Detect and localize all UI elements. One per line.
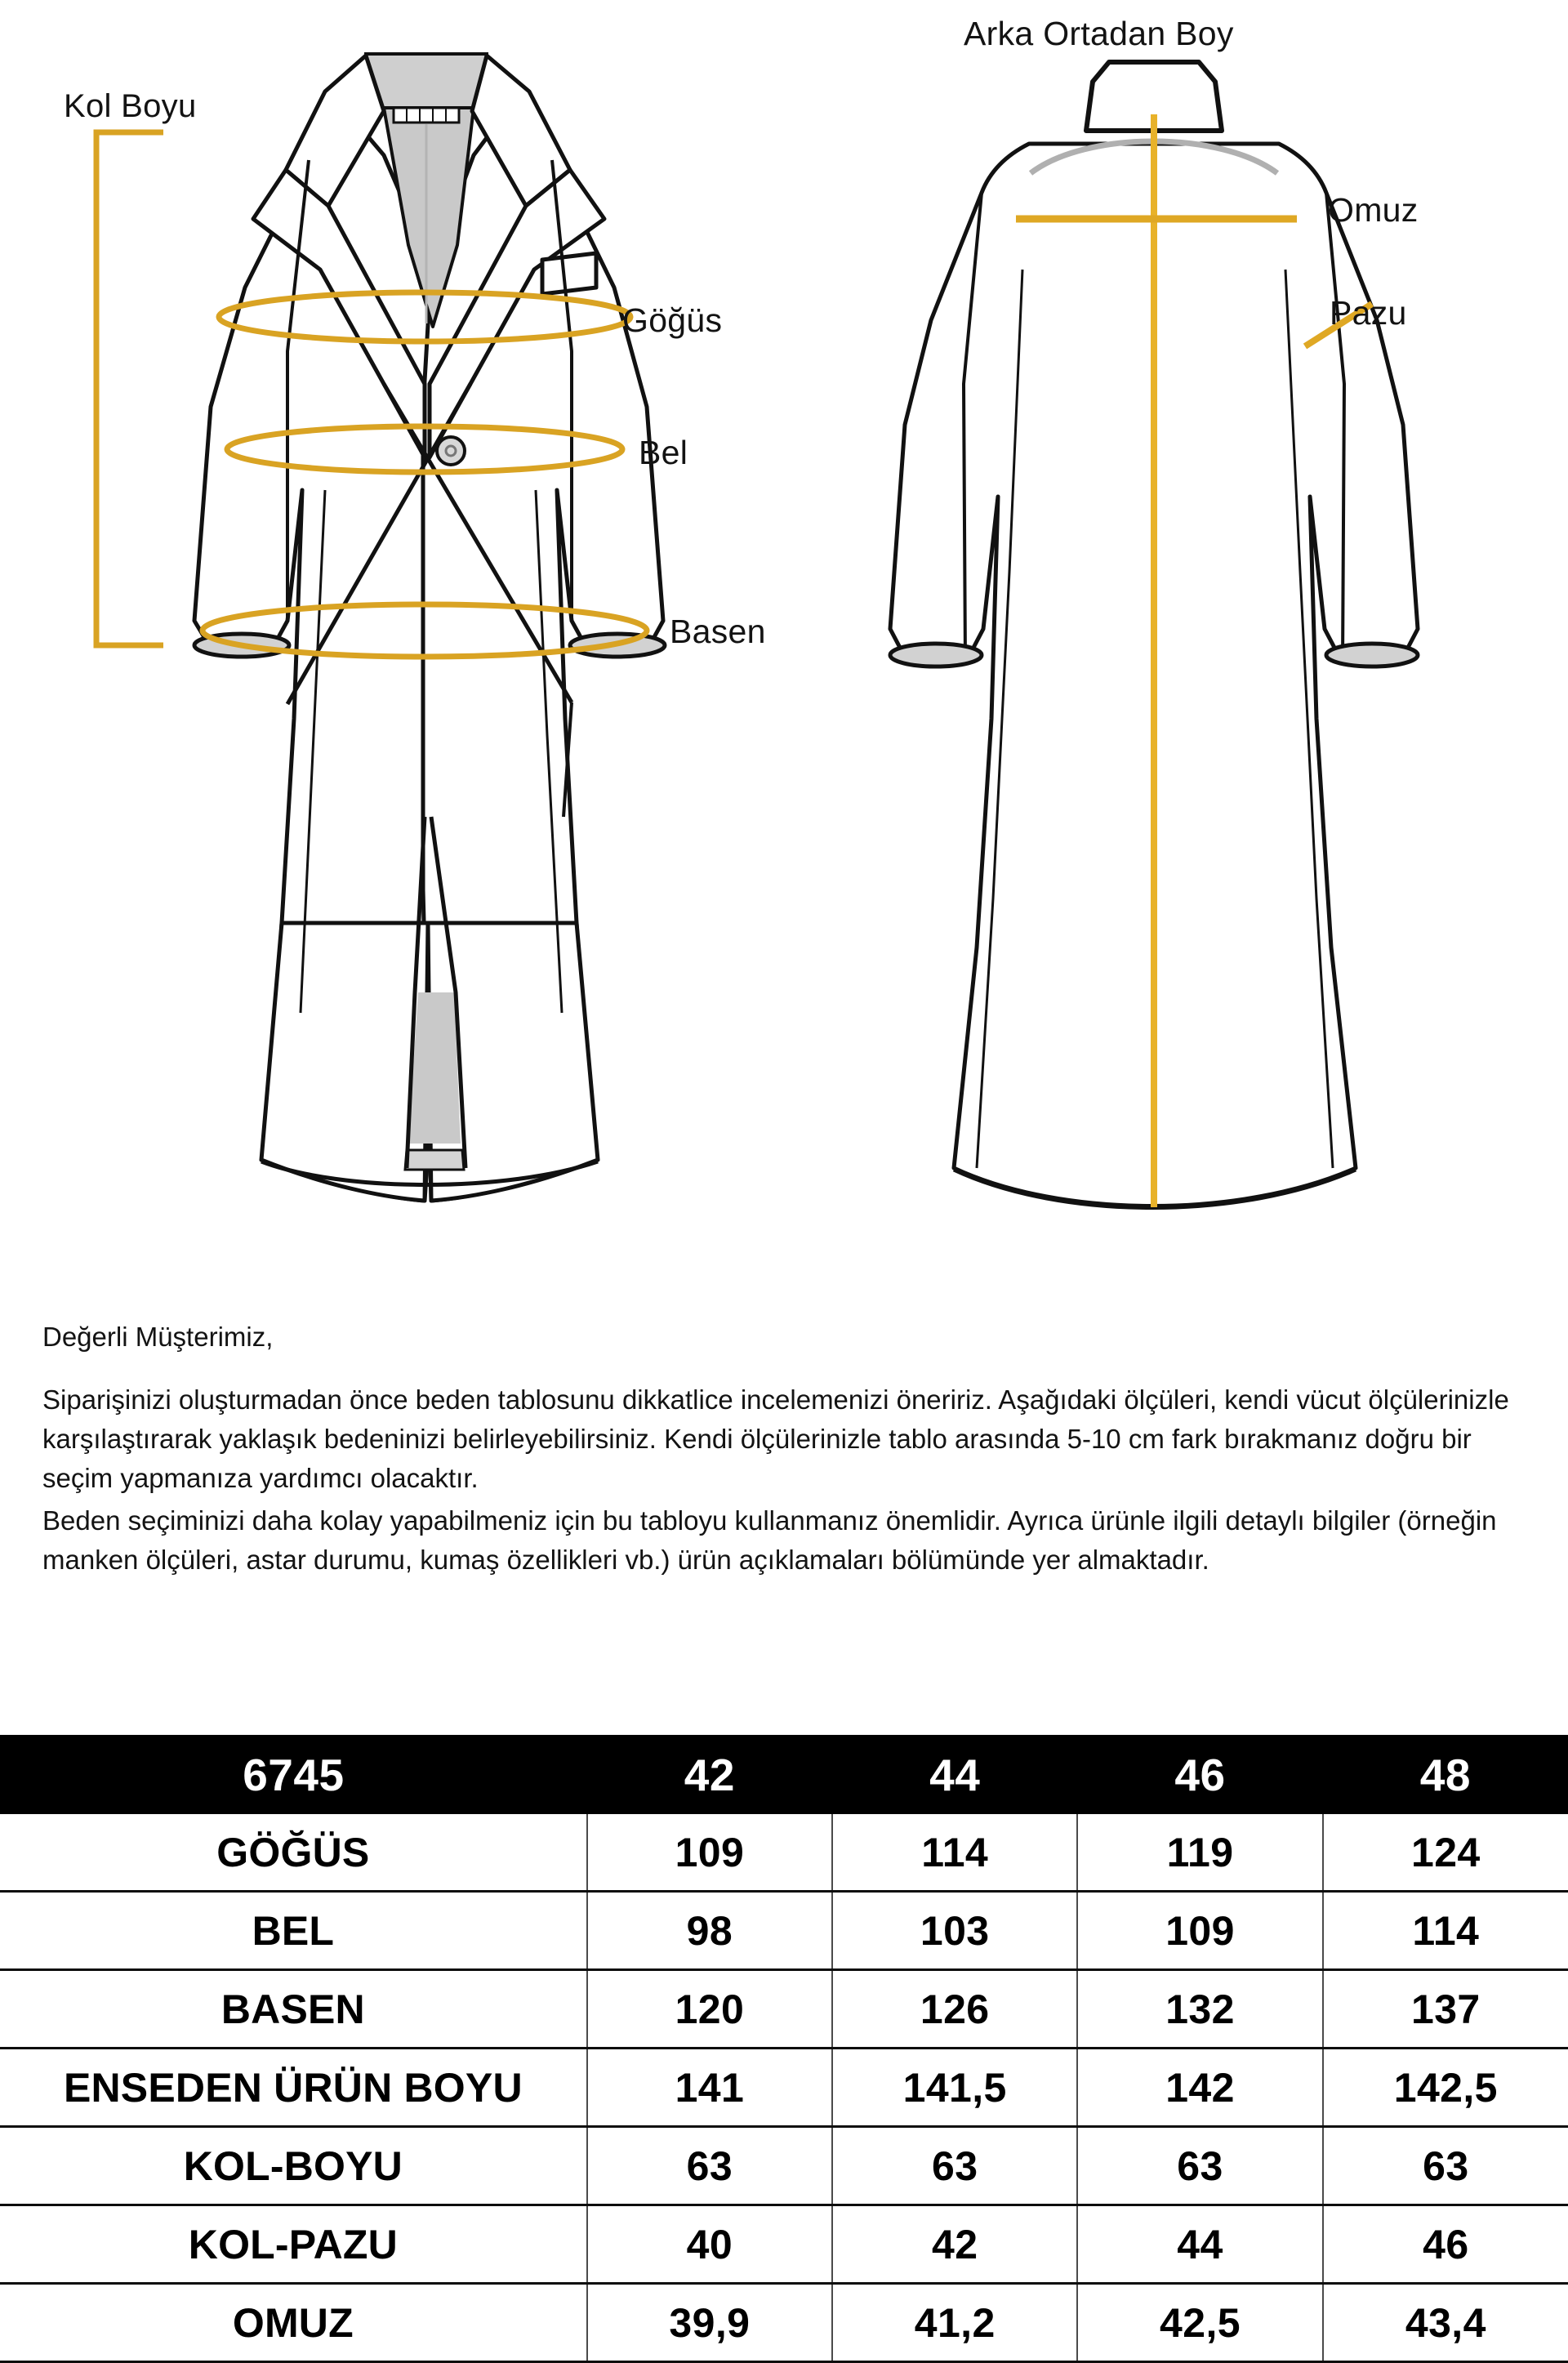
cell-kolpazu-44: 42: [832, 2205, 1077, 2284]
cell-bel-48: 114: [1323, 1892, 1568, 1970]
row-label-gogus: GÖĞÜS: [0, 1814, 587, 1892]
header-product-code: 6745: [0, 1735, 587, 1814]
row-label-kol-boyu: KOL-BOYU: [0, 2127, 587, 2205]
row-label-kol-pazu: KOL-PAZU: [0, 2205, 587, 2284]
cell-gogus-42: 109: [587, 1814, 832, 1892]
cell-omuz-48: 43,4: [1323, 2284, 1568, 2362]
back-coat-illustration: [890, 62, 1418, 1208]
table-row: [0, 1814, 1568, 1892]
cell-bel-42: 98: [587, 1892, 832, 1970]
size-table: [0, 1735, 1568, 2363]
label-bicep: Pazu: [1330, 294, 1407, 332]
cell-omuz-42: 39,9: [587, 2284, 832, 2362]
cell-enseden-48: 142,5: [1323, 2049, 1568, 2127]
cell-basen-46: 132: [1077, 1970, 1322, 2049]
cell-bel-44: 103: [832, 1892, 1077, 1970]
header-size-48: 48: [1323, 1735, 1568, 1814]
row-label-enseden-urun-boyu: ENSEDEN ÜRÜN BOYU: [0, 2049, 587, 2127]
row-label-bel: BEL: [0, 1892, 587, 1970]
notice-paragraph-2: Beden seçiminizi daha kolay yapabilmeniz için bu tabloyu kullanmanız önemlidir. Ayrıca ürünle ilgili detaylı bilgiler (örneğin manken ölçüleri, astar durumu, kumaş özellikleri vb.) ürün açıklamaları bölümünde yer almaktadır.: [42, 1505, 1497, 1576]
cell-basen-48: 137: [1323, 1970, 1568, 2049]
cell-kolpazu-42: 40: [587, 2205, 832, 2284]
cell-basen-44: 126: [832, 1970, 1077, 2049]
front-coat-illustration: [96, 54, 665, 1201]
waist-button: [437, 437, 465, 465]
label-center-back-length: Arka Ortadan Boy: [964, 15, 1234, 52]
header-size-42: 42: [587, 1735, 832, 1814]
cell-gogus-48: 124: [1323, 1814, 1568, 1892]
customer-notice: [42, 1317, 1545, 1580]
row-label-omuz: OMUZ: [0, 2284, 587, 2362]
row-label-basen: BASEN: [0, 1970, 587, 2049]
header-size-44: 44: [832, 1735, 1077, 1814]
notice-greeting: Değerli Müşterimiz,: [42, 1322, 274, 1352]
table-row: [0, 2205, 1568, 2284]
size-table-container: [0, 1735, 1568, 2363]
table-row: [0, 1892, 1568, 1970]
cell-gogus-46: 119: [1077, 1814, 1322, 1892]
sleeve-length-bracket: [96, 132, 163, 645]
size-table-header-row: [0, 1735, 1568, 1814]
cell-kolboyu-44: 63: [832, 2127, 1077, 2205]
cell-gogus-44: 114: [832, 1814, 1077, 1892]
notice-paragraph-1: Siparişinizi oluşturmadan önce beden tablosunu dikkatlice incelemenizi öneririz. Aşağıdaki ölçüleri, kendi vücut ölçülerinizle karşılaştırarak yaklaşık bedeninizi belirleyebilirsiniz. Kendi ölçülerinizle tablo arasında 5-10 cm fark bırakmanız doğru bir seçim yapmanıza yardımcı olacaktır.: [42, 1384, 1509, 1493]
table-row: [0, 2284, 1568, 2362]
cell-enseden-42: 141: [587, 2049, 832, 2127]
cell-omuz-46: 42,5: [1077, 2284, 1322, 2362]
cell-kolpazu-46: 44: [1077, 2205, 1322, 2284]
cell-kolboyu-46: 63: [1077, 2127, 1322, 2205]
cell-omuz-44: 41,2: [832, 2284, 1077, 2362]
label-shoulder: Omuz: [1328, 191, 1419, 229]
table-row: [0, 2049, 1568, 2127]
label-sleeve-length: Kol Boyu: [64, 88, 197, 124]
cell-bel-46: 109: [1077, 1892, 1322, 1970]
label-waist: Bel: [639, 434, 688, 471]
size-table-body: [0, 1814, 1568, 2362]
header-size-46: 46: [1077, 1735, 1322, 1814]
label-chest: Göğüs: [622, 301, 723, 339]
cell-kolboyu-42: 63: [587, 2127, 832, 2205]
table-row: [0, 2127, 1568, 2205]
table-row: [0, 1970, 1568, 2049]
cell-enseden-46: 142: [1077, 2049, 1322, 2127]
cell-kolpazu-48: 46: [1323, 2205, 1568, 2284]
cell-kolboyu-48: 63: [1323, 2127, 1568, 2205]
cell-basen-42: 120: [587, 1970, 832, 2049]
label-hip: Basen: [670, 613, 766, 650]
cell-enseden-44: 141,5: [832, 2049, 1077, 2127]
